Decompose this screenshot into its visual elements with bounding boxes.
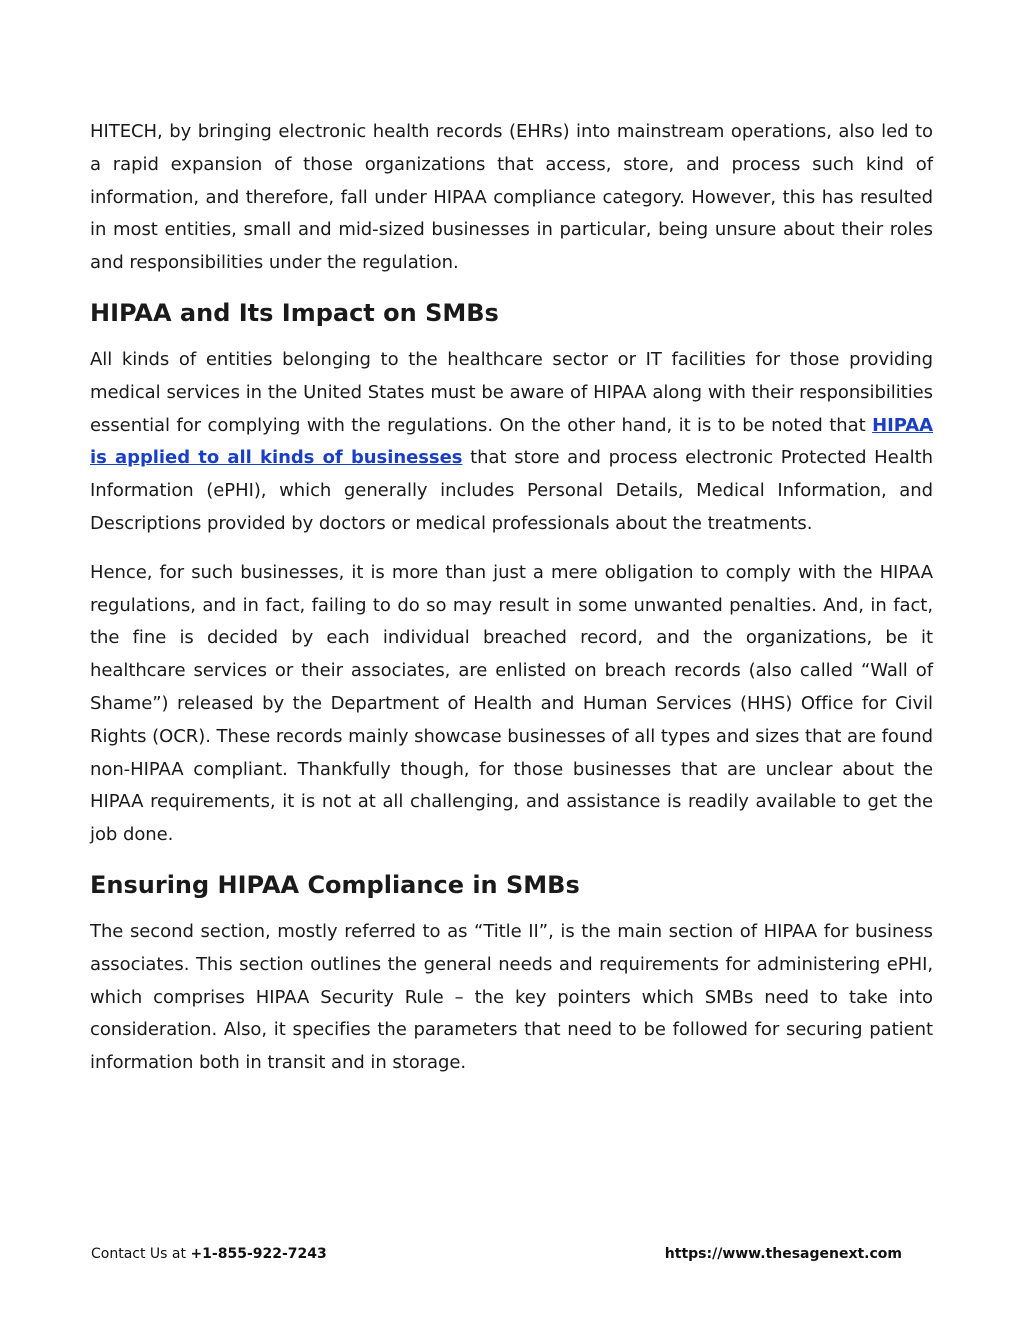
paragraph-hitech: HITECH, by bringing electronic health records (EHRs) into mainstream operations, also led to a rapid expansion of those organizations that access, store, and process such kind of information, and therefore, fall under HIPAA compliance category. However, this has resulted in most entities, small and mid-sized businesses in particular, being unsure about their roles and responsibilities under the regulation. <box>90 121 933 274</box>
paragraph-entities-text-after: that store and process electronic Protected Health Information (ePHI), which generally includes Personal Details, Medical Information, and Descriptions provided by doctors or medical professionals about the treatments. <box>90 447 933 534</box>
contact-label: Contact Us at <box>91 1246 191 1262</box>
paragraph-entities <box>90 344 933 541</box>
heading-ensuring-compliance: Ensuring HIPAA Compliance in SMBs <box>90 870 580 899</box>
paragraph-title-ii: The second section, mostly referred to as “Title II”, is the main section of HIPAA for business associates. This section outlines the general needs and requirements for administering ePHI, which comprises HIPAA Security Rule – the key pointers which SMBs need to take into consideration. Also, it specifies the parameters that need to be followed for securing patient information both in transit and in storage. <box>90 920 933 1074</box>
paragraph-penalties: Hence, for such businesses, it is more than just a mere obligation to comply with the HIPAA regulations, and in fact, failing to do so may result in some unwanted penalties. And, in fact, the fine is decided by each individual breached record, and the organizations, be it healthcare services or their associates, are enlisted on breach records (also called “Wall of Shame”) released by the Department of Health and Human Services (HHS) Office for Civil Rights (OCR). These records mainly showcase businesses of all types and sizes that are found non-HIPAA compliant. Thankfully though, for those businesses that are unclear about the HIPAA requirements, it is not at all challenging, and assistance is readily available to get the job done. <box>90 561 933 846</box>
heading-hipaa-impact: HIPAA and Its Impact on SMBs <box>90 298 499 327</box>
paragraph-entities-text-before: All kinds of entities belonging to the healthcare sector or IT facilities for those providing medical services in the United States must be aware of HIPAA along with their responsibilities essential for complying with the regulations. On the other hand, it is to be noted that <box>90 348 933 436</box>
hipaa-businesses-link[interactable]: HIPAA is applied to all kinds of businesses <box>90 414 933 469</box>
contact-phone: +1-855-922-7243 <box>190 1246 327 1262</box>
footer-contact <box>91 1244 327 1264</box>
document-body <box>90 116 933 1096</box>
footer-website[interactable]: https://www.thesagenext.com <box>664 1246 902 1262</box>
